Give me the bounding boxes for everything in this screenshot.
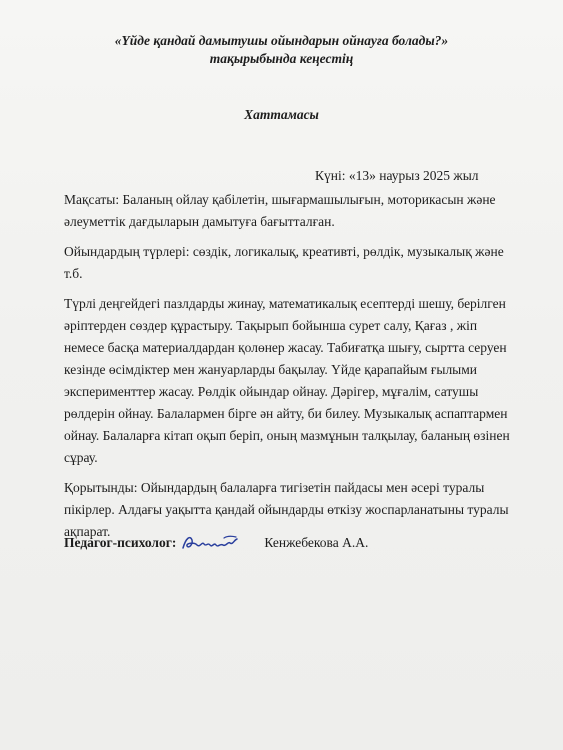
signature-underline-stroke xyxy=(224,536,236,538)
paragraph-purpose: Мақсаты: Баланың ойлау қабілетін, шығармашылығын, моторикасын және әлеуметтік дағдыларын дамытуға бағытталған. xyxy=(64,192,496,229)
paragraph-game-types: Ойындардың түрлері: сөздік, логикалық, креативті, рөлдік, музыкалық және т.б. xyxy=(64,244,504,281)
title-line-2: тақырыбында кеңестің xyxy=(209,51,354,66)
signature-name: Кенжебекова А.А. xyxy=(264,535,369,550)
document-title xyxy=(0,32,563,68)
signature-stroke xyxy=(183,538,237,548)
title-line-1: «Үйде қандай дамытушы ойындарын ойнауға болады?» xyxy=(114,33,449,48)
document-date: Күні: «13» наурыз 2025 жыл xyxy=(315,168,479,183)
document-body xyxy=(64,189,514,551)
document-subtitle: Хаттамасы xyxy=(244,107,319,122)
paragraph-activities: Түрлі деңгейдегі пазлдарды жинау, математикалық есептерді шешу, берілген әріптерден сөздер құрастыру. Тақырып бойынша сурет салу, Қағаз , жіп немесе басқа материалдардан қолөнер жасау. Табиғатқа шығу, сыртта серуен кезінде өсімдіктер мен жануарларды бақылау. Үйде қарапайым ғылыми эксперименттер жасау. Рөлдік ойындар ойнау. Дәрігер, мұғалім, сатушы рөлдерін ойнау. Балалармен бірге ән айту, би билеу. Музыкалық аспаптармен ойнау. Балаларға кітап оқып беріп, оның мазмұнын талқылау, баланың өзінен сұрау. xyxy=(64,296,510,465)
handwritten-signature xyxy=(180,532,242,554)
paragraph-conclusion: Қорытынды: Ойындардың балаларға тигізетін пайдасы мен әсері туралы пікірлер. Алдағы уақытта қандай ойындарды өткізу жоспарланатыны туралы ақпарат. xyxy=(64,480,509,539)
signature-line xyxy=(64,532,514,554)
signature-role: Педагог-психолог: xyxy=(64,535,177,550)
